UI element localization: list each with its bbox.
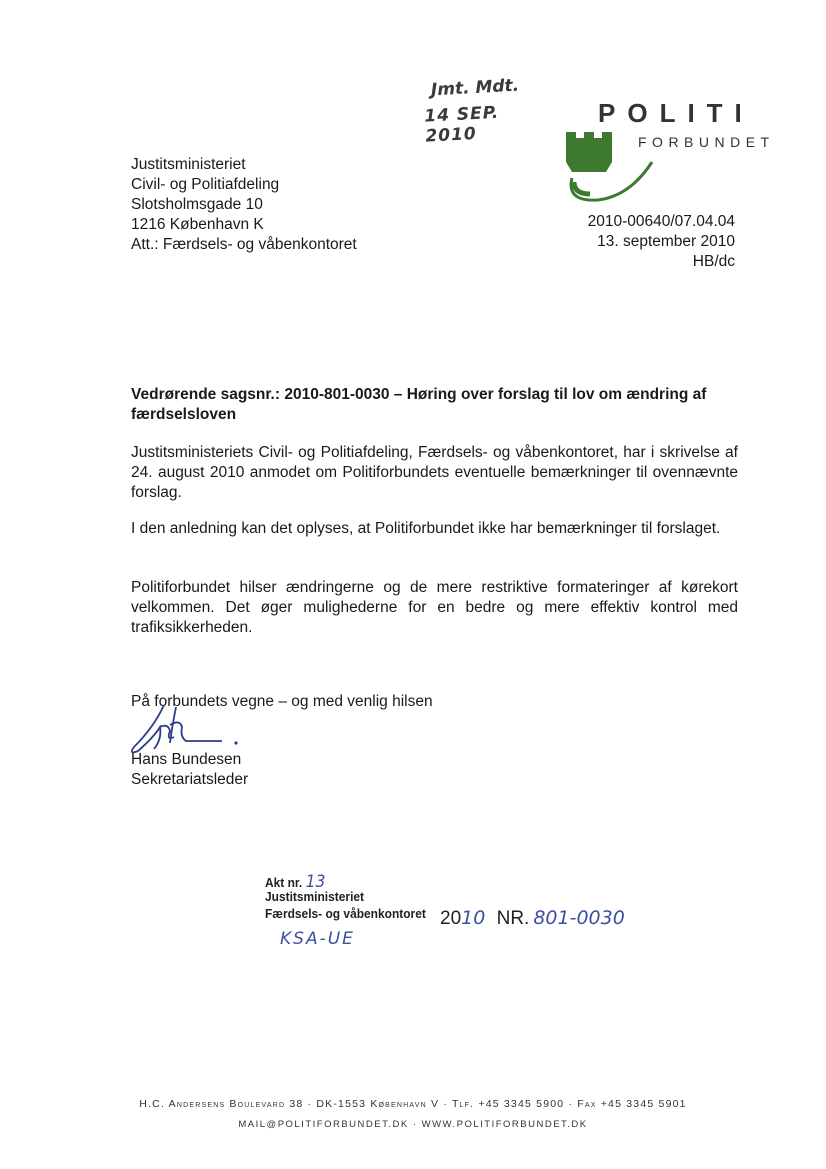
recipient-line: Justitsministeriet	[131, 156, 246, 173]
letter-meta	[588, 212, 735, 272]
received-date-stamp	[419, 75, 532, 147]
akt-number-handwritten: 13	[305, 872, 326, 892]
author-initials: HB/dc	[692, 253, 735, 270]
footer-address: H.C. Andersens Boulevard 38 · DK-1553 København V · Tlf. +45 3345 5900 · Fax +45 3345 5901	[139, 1098, 687, 1110]
footer-contact: MAIL@POLITIFORBUNDET.DK · WWW.POLITIFORBUNDET.DK	[238, 1119, 588, 1130]
recipient-line: Slotsholmsgade 10	[131, 196, 263, 213]
logo-title: POLITI	[598, 98, 754, 128]
stamp-ministry: Justitsministeriet	[265, 889, 365, 904]
closing-line: På forbundets vegne – og med venlig hilsen	[131, 693, 433, 710]
akt-label: Akt nr.	[265, 875, 303, 890]
letter-date: 13. september 2010	[597, 233, 735, 250]
body-paragraph: Justitsministeriets Civil- og Politiafdeling, Færdsels- og våbenkontoret, har i skrivelse af 24. august 2010 anmodet om Politiforbundets eventuelle bemærkninger til ovennævnte forslag.	[131, 444, 738, 501]
letter-subject: Vedrørende sagsnr.: 2010-801-0030 – Høring over forslag til lov om ændring af færdselsloven	[131, 386, 707, 423]
logo-subtitle: FORBUNDET	[638, 134, 775, 150]
recipient-address	[131, 155, 357, 255]
journal-stamp	[265, 872, 426, 923]
handwritten-office-code: KSA-UE	[280, 929, 355, 949]
politi-emblem-icon	[560, 128, 660, 208]
case-number-stamp	[440, 907, 625, 930]
reference-number: 2010-00640/07.04.04	[587, 213, 735, 230]
year-handwritten: 10	[461, 907, 486, 929]
body-paragraph: I den anledning kan det oplyses, at Politiforbundet ikke har bemærkninger til forslaget.	[131, 520, 721, 537]
stamp-office: Færdsels- og våbenkontoret	[265, 906, 426, 921]
recipient-line: 1216 København K	[131, 216, 264, 233]
nr-label: NR.	[496, 908, 530, 929]
recipient-line: Civil- og Politiafdeling	[131, 176, 280, 193]
signer-block	[131, 750, 248, 790]
recipient-line: Att.: Færdsels- og våbenkontoret	[131, 236, 357, 253]
body-paragraph: Politiforbundet hilser ændringerne og de mere restriktive formateringer af kørekort velkommen. Det øger mulighederne for en bedre og mere effektiv kontrol med trafiksikkerheden.	[131, 579, 738, 636]
year-prefix: 20	[440, 908, 462, 929]
stamp-line-1: Jmt. Mdt.	[430, 75, 520, 101]
stamp-line-2: 14 SEP. 2010	[423, 102, 500, 147]
case-number-handwritten: 801-0030	[533, 907, 625, 929]
signer-title: Sekretariatsleder	[131, 771, 249, 788]
signer-name: Hans Bundesen	[131, 751, 242, 768]
